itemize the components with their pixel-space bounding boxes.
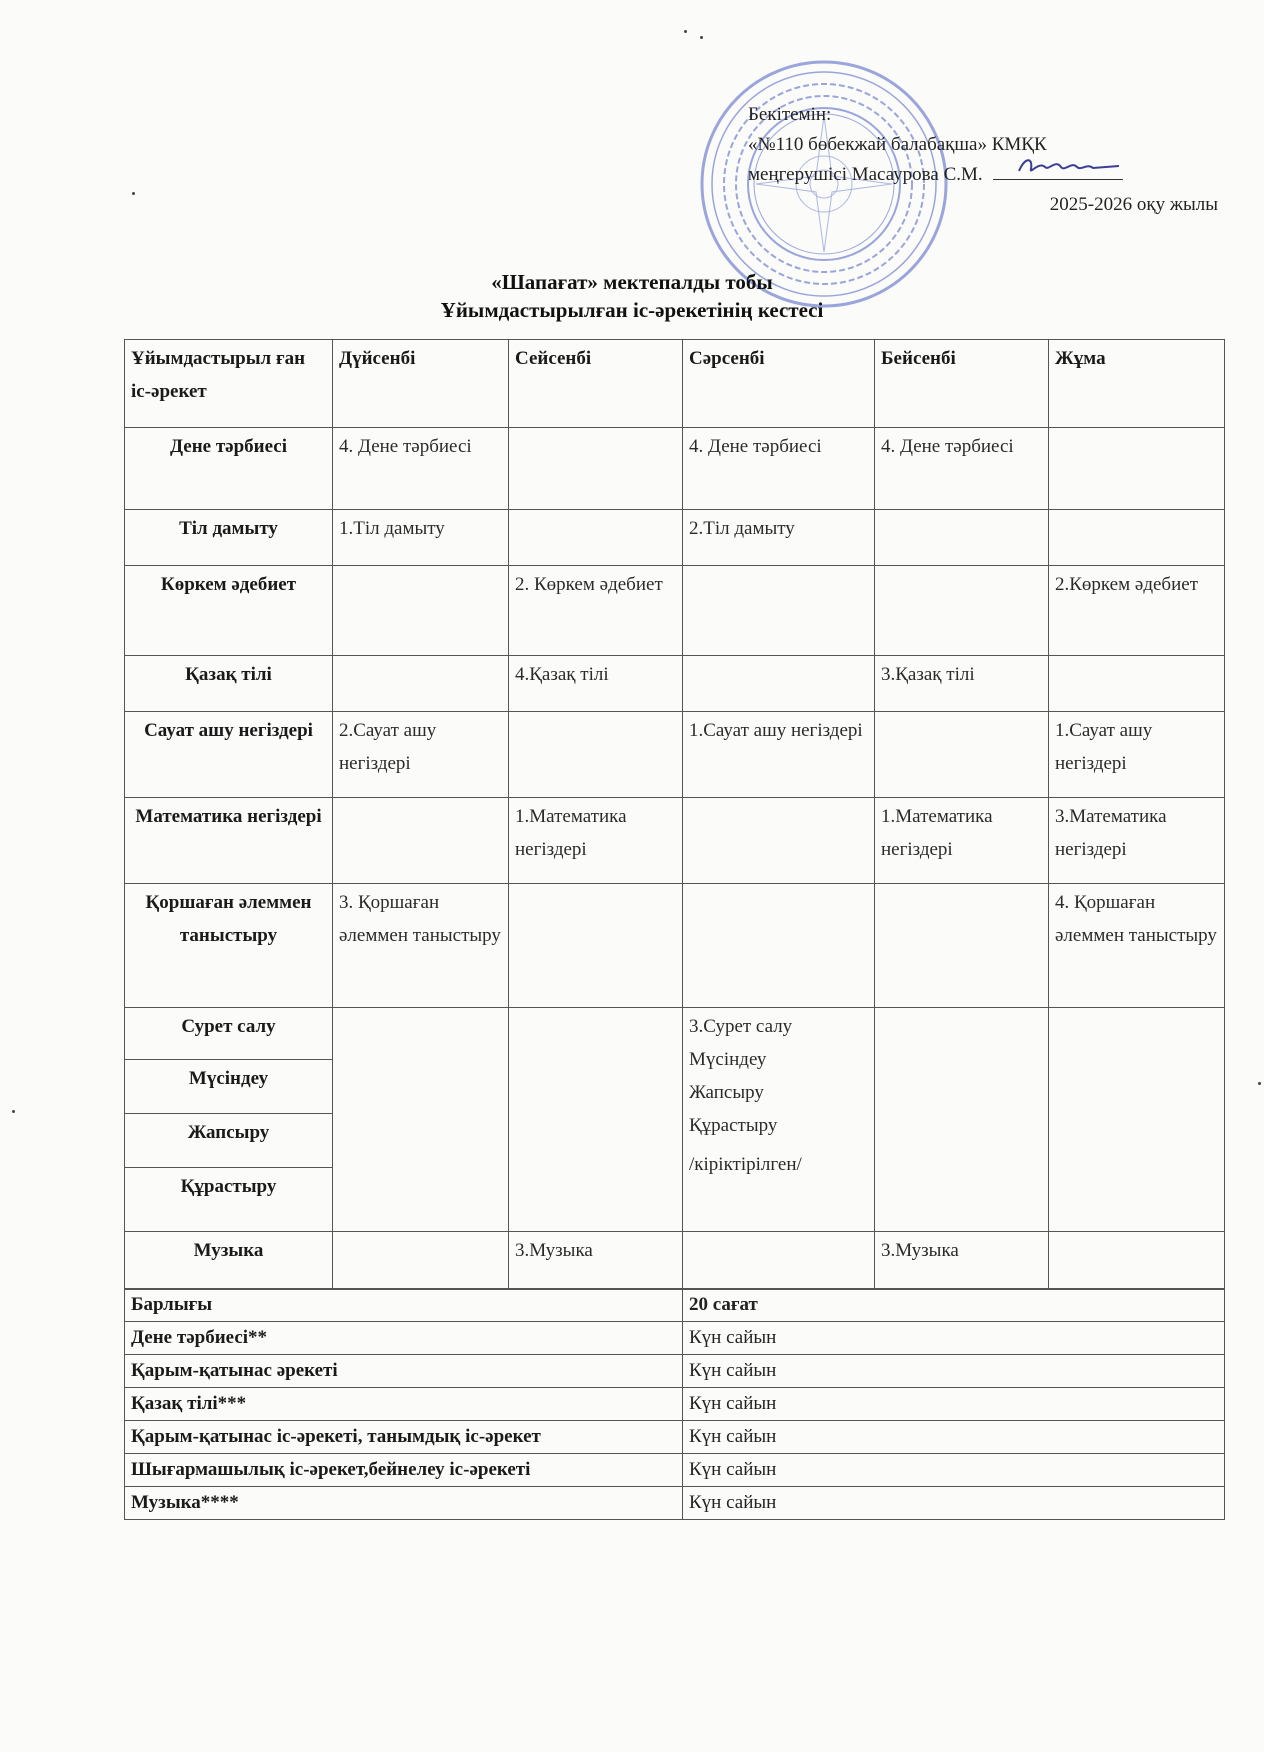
schedule-cell: 2.Көркем әдебиет (1049, 566, 1225, 656)
totals-value: 20 сағат (683, 1289, 1225, 1322)
scan-speck (12, 1110, 15, 1113)
schedule-cell: 2. Көркем әдебиет (509, 566, 683, 656)
schedule-cell (683, 566, 875, 656)
schedule-cell (875, 566, 1049, 656)
subject-cell: Жапсыру (125, 1114, 333, 1168)
schedule-cell: 1.Сауат ашу негіздері (1049, 712, 1225, 798)
subject-cell: Көркем әдебиет (125, 566, 333, 656)
schedule-cell (683, 1232, 875, 1290)
schedule-cell (875, 712, 1049, 798)
table-row (125, 566, 1225, 656)
art-line: Жапсыру (689, 1082, 764, 1103)
table-row (125, 1355, 1225, 1388)
schedule-cell (1049, 428, 1225, 510)
schedule-table (124, 339, 1225, 1290)
table-row (125, 1232, 1225, 1290)
schedule-cell: 4.Қазақ тілі (509, 656, 683, 712)
totals-value: Күн сайын (683, 1388, 1225, 1421)
table-row (125, 1421, 1225, 1454)
schedule-cell: 1.Тіл дамыту (333, 510, 509, 566)
schedule-cell (333, 798, 509, 884)
header-wednesday: Сәрсенбі (683, 340, 875, 428)
table-row (125, 428, 1225, 510)
table-row (125, 1289, 1225, 1322)
totals-value: Күн сайын (683, 1487, 1225, 1520)
schedule-cell: 1.Сауат ашу негіздері (683, 712, 875, 798)
totals-label: Шығармашылық іс-әрекет,бейнелеу іс-әрекеті (125, 1454, 683, 1487)
totals-label: Музыка**** (125, 1487, 683, 1520)
schedule-cell: 1.Математика негіздері (509, 798, 683, 884)
academic-year: 2025-2026 оқу жылы (1049, 194, 1218, 215)
schedule-cell: 4. Қоршаған әлеммен таныстыру (1049, 884, 1225, 1008)
approval-block (748, 100, 1218, 220)
schedule-cell (509, 510, 683, 566)
header-activity: Ұйымдастырыл ған іс-әрекет (125, 340, 333, 428)
schedule-cell (1049, 656, 1225, 712)
schedule-cell: 4. Дене тәрбиесі (683, 428, 875, 510)
schedule-cell (509, 428, 683, 510)
subject-cell: Мүсіндеу (125, 1060, 333, 1114)
subject-cell: Сауат ашу негіздері (125, 712, 333, 798)
subject-cell: Қоршаған әлеммен таныстыру (125, 884, 333, 1008)
scan-speck (132, 192, 135, 195)
schedule-cell (683, 884, 875, 1008)
subject-cell: Қазақ тілі (125, 656, 333, 712)
totals-label: Қарым-қатынас әрекеті (125, 1355, 683, 1388)
schedule-cell (333, 656, 509, 712)
schedule-cell (683, 798, 875, 884)
scan-speck (684, 30, 687, 33)
totals-label: Қарым-қатынас іс-әрекеті, танымдық іс-әрекет (125, 1421, 683, 1454)
totals-value: Күн сайын (683, 1454, 1225, 1487)
schedule-cell: 2.Тіл дамыту (683, 510, 875, 566)
table-row (125, 1487, 1225, 1520)
approval-head-name: меңгерушісі Масаурова С.М. (748, 164, 983, 185)
schedule-cell (683, 656, 875, 712)
schedule-cell: 3. Қоршаған әлеммен таныстыру (333, 884, 509, 1008)
table-row (125, 712, 1225, 798)
art-integrated-note: /кіріктірілген/ (689, 1154, 802, 1175)
signature-line (993, 161, 1123, 180)
table-row (125, 656, 1225, 712)
scan-speck (1258, 1082, 1261, 1085)
subject-cell: Тіл дамыту (125, 510, 333, 566)
schedule-cell (333, 1232, 509, 1290)
art-line: Мүсіндеу (689, 1049, 767, 1070)
table-row (125, 1322, 1225, 1355)
subject-cell: Музыка (125, 1232, 333, 1290)
subject-cell: Математика негіздері (125, 798, 333, 884)
header-friday: Жұма (1049, 340, 1225, 428)
subject-cell: Сурет салу (125, 1008, 333, 1060)
handwritten-signature (1015, 153, 1125, 179)
schedule-cell (875, 1008, 1049, 1232)
schedule-cell (1049, 510, 1225, 566)
group-title: «Шапағат» мектепалды тобы (491, 270, 773, 294)
schedule-cell: 1.Математика негіздері (875, 798, 1049, 884)
approval-heading: Бекітемін: (748, 104, 832, 125)
table-row (125, 1388, 1225, 1421)
art-wednesday-cell (683, 1008, 875, 1232)
schedule-cell: 3.Музыка (509, 1232, 683, 1290)
totals-value: Күн сайын (683, 1322, 1225, 1355)
scan-speck (700, 36, 703, 39)
schedule-cell (875, 884, 1049, 1008)
schedule-cell (509, 712, 683, 798)
schedule-header-row (125, 340, 1225, 428)
schedule-cell (509, 884, 683, 1008)
schedule-cell (1049, 1008, 1225, 1232)
schedule-cell: 3.Музыка (875, 1232, 1049, 1290)
approval-organization: «№110 бөбекжай балабақша» КМҚК (748, 134, 1047, 155)
table-row (125, 1454, 1225, 1487)
totals-label: Қазақ тілі*** (125, 1388, 683, 1421)
schedule-cell: 3.Математика негіздері (1049, 798, 1225, 884)
document-titles (0, 268, 1264, 324)
header-thursday: Бейсенбі (875, 340, 1049, 428)
schedule-cell: 4. Дене тәрбиесі (333, 428, 509, 510)
totals-label: Дене тәрбиесі** (125, 1322, 683, 1355)
schedule-cell: 3.Қазақ тілі (875, 656, 1049, 712)
approval-head-line (748, 160, 1218, 190)
table-row (125, 510, 1225, 566)
schedule-cell (1049, 1232, 1225, 1290)
table-row (125, 884, 1225, 1008)
table-row (125, 798, 1225, 884)
header-tuesday: Сейсенбі (509, 340, 683, 428)
header-monday: Дүйсенбі (333, 340, 509, 428)
schedule-cell (333, 566, 509, 656)
schedule-cell: 2.Сауат ашу негіздері (333, 712, 509, 798)
art-line: Құрастыру (689, 1115, 778, 1136)
table-row (125, 1008, 1225, 1060)
schedule-title: Ұйымдастырылған іс-әрекетінің кестесі (440, 298, 824, 322)
schedule-cell (875, 510, 1049, 566)
art-line: 3.Сурет салу (689, 1016, 793, 1037)
schedule-cell: 4. Дене тәрбиесі (875, 428, 1049, 510)
schedule-cell (333, 1008, 509, 1232)
schedule-cell (509, 1008, 683, 1232)
totals-table (124, 1288, 1225, 1520)
totals-value: Күн сайын (683, 1355, 1225, 1388)
totals-label: Барлығы (125, 1289, 683, 1322)
totals-value: Күн сайын (683, 1421, 1225, 1454)
subject-cell: Құрастыру (125, 1168, 333, 1232)
subject-cell: Дене тәрбиесі (125, 428, 333, 510)
